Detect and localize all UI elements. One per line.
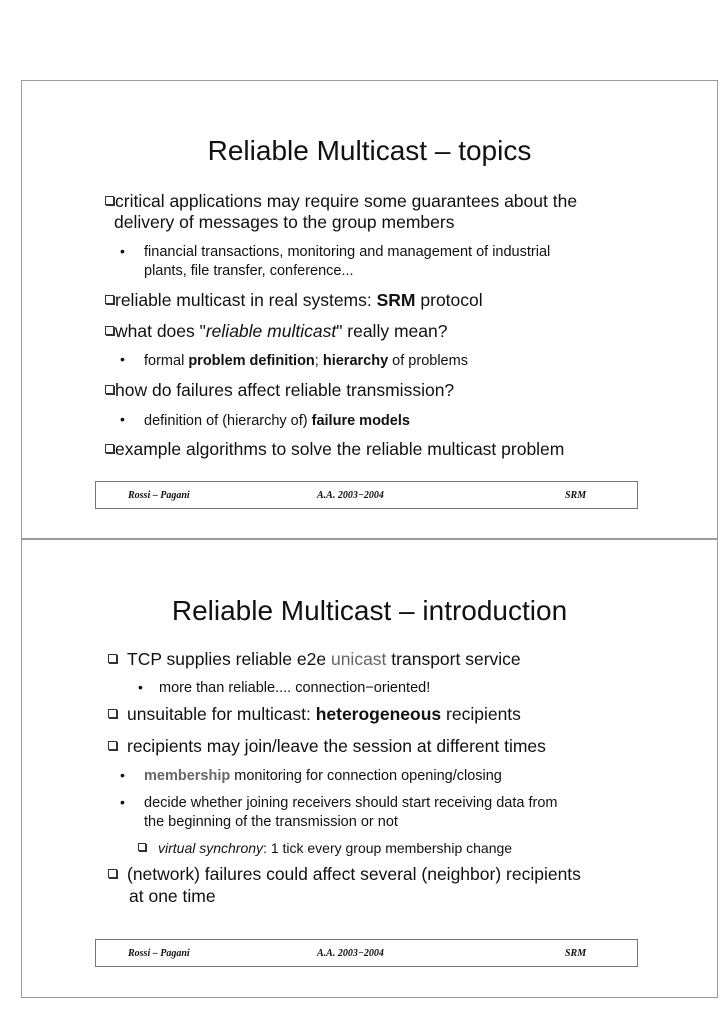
bullet-example-algorithms: example algorithms to solve the reliable multicast problem <box>105 439 564 460</box>
square-bullet-icon <box>105 444 114 453</box>
square-bullet-icon <box>105 295 114 304</box>
bullet-unsuitable-multicast: unsuitable for multicast: heterogeneous recipients <box>108 704 521 725</box>
footer-topic: SRM <box>565 490 587 501</box>
footer-academic-year: A.A. 2003−2004 <box>317 490 384 501</box>
bullet-network-failures: (network) failures could affect several (neighbor) recipients <box>108 864 581 885</box>
sub-bullet-joining-receivers-cont: the beginning of the transmission or not <box>144 814 398 830</box>
sub-sub-bullet-virtual-synchrony: virtual synchrony: 1 tick every group membership change <box>138 840 512 856</box>
sub-bullet-membership: membership monitoring for connection opening/closing <box>144 768 502 784</box>
slide-title: Reliable Multicast – introduction <box>171 595 568 626</box>
bullet-srm-protocol: reliable multicast in real systems: SRM protocol <box>105 290 483 311</box>
slide-footer <box>95 939 638 967</box>
round-bullet-icon: • <box>120 767 125 783</box>
slide-title: Reliable Multicast – topics <box>207 135 532 166</box>
bullet-reliable-multicast-meaning: what does "reliable multicast" really mean? <box>105 321 447 342</box>
bullet-tcp-unicast: TCP supplies reliable e2e unicast transport service <box>108 649 521 670</box>
square-bullet-icon <box>108 709 117 718</box>
slide-footer <box>95 481 638 509</box>
sub-bullet-connection-oriented: more than reliable.... connection−oriented! <box>159 680 431 696</box>
square-bullet-icon <box>105 385 114 394</box>
sub-bullet-problem-definition: formal problem definition; hierarchy of problems <box>144 353 468 369</box>
round-bullet-icon: • <box>120 243 125 259</box>
slide-introduction <box>21 538 718 998</box>
sub-bullet-financial: financial transactions, monitoring and management of industrial <box>144 244 551 260</box>
footer-authors: Rossi – Pagani <box>128 490 190 501</box>
round-bullet-icon: • <box>138 679 143 695</box>
bullet-critical-applications-cont: delivery of messages to the group members <box>114 212 455 232</box>
footer-authors: Rossi – Pagani <box>128 948 190 959</box>
bullet-network-failures-cont: at one time <box>129 886 216 906</box>
footer-topic: SRM <box>565 948 587 959</box>
sub-bullet-failure-models: definition of (hierarchy of) failure models <box>144 413 410 429</box>
sub-bullet-financial-cont: plants, file transfer, conference... <box>144 263 354 279</box>
round-bullet-icon: • <box>120 794 125 810</box>
square-bullet-icon <box>105 196 114 205</box>
square-bullet-icon <box>105 326 114 335</box>
bullet-critical-applications: critical applications may require some guarantees about the <box>105 191 577 212</box>
square-bullet-icon <box>108 654 117 663</box>
sub-bullet-joining-receivers: decide whether joining receivers should start receiving data from <box>144 795 558 811</box>
square-bullet-icon <box>138 843 146 851</box>
bullet-join-leave: recipients may join/leave the session at different times <box>108 736 546 757</box>
slide-topics <box>21 80 718 540</box>
footer-academic-year: A.A. 2003−2004 <box>317 948 384 959</box>
bullet-failures: how do failures affect reliable transmission? <box>105 380 454 401</box>
round-bullet-icon: • <box>120 411 125 427</box>
round-bullet-icon: • <box>120 351 125 367</box>
square-bullet-icon <box>108 869 117 878</box>
square-bullet-icon <box>108 741 117 750</box>
